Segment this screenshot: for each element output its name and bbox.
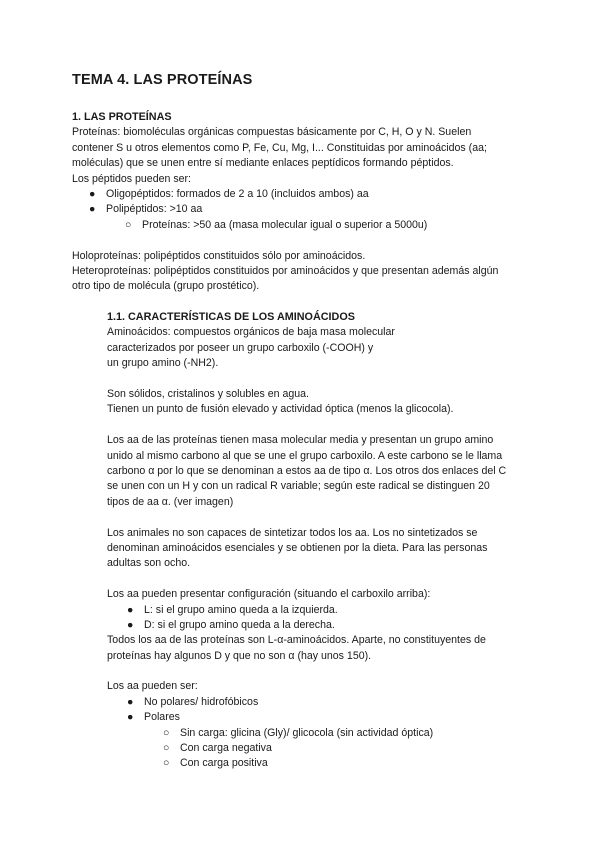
paragraph-line: contener S u otros elementos como P, Fe, Cu, Mg, I... Constituidas por aminoácidos (aa; <box>72 141 487 154</box>
spacer <box>72 233 542 248</box>
hollow-bullet-icon: ○ <box>163 742 170 755</box>
spacer <box>107 664 542 679</box>
spacer <box>72 295 542 310</box>
list-item-text: Oligopéptidos: formados de 2 a 10 (incluidos ambos) aa <box>106 187 369 200</box>
list-item-carga-positiva <box>72 756 542 771</box>
bullet-icon: ● <box>127 618 134 631</box>
list-item-text: L: si el grupo amino queda a la izquierda. <box>144 603 338 616</box>
paragraph-line: carbono α por lo que se denominan a estos aa de tipo α. Los otros dos enlaces del C <box>107 464 507 477</box>
bullet-icon: ● <box>127 695 134 708</box>
paragraph-line: Los aa de las proteínas tienen masa molecular media y presentan un grupo amino <box>107 434 494 447</box>
section-caracteristicas-cont <box>72 633 542 695</box>
bullet-icon: ● <box>89 187 96 200</box>
paragraph-line: se unen con un H y con un radical R variable; según este radical se distinguen 20 <box>107 480 490 493</box>
list-item-polipeptidos <box>72 202 542 217</box>
hollow-bullet-icon: ○ <box>163 757 170 770</box>
list-item-text: Polares <box>144 711 180 724</box>
list-item-config-l <box>72 603 542 618</box>
list-item-text: Con carga positiva <box>180 757 268 770</box>
paragraph-line: Todos los aa de las proteínas son L-α-aminoácidos. Aparte, no constituyentes de <box>107 634 486 647</box>
hollow-bullet-icon: ○ <box>163 726 170 739</box>
list-item-text: Proteínas: >50 aa (masa molecular igual o superior a 5000u) <box>142 218 428 231</box>
list-item-text: Polipéptidos: >10 aa <box>106 203 203 216</box>
bullet-icon: ● <box>127 603 134 616</box>
spacer <box>107 418 542 433</box>
list-item-text: Con carga negativa <box>180 742 272 755</box>
section-heading-caracteristicas: 1.1. CARACTERÍSTICAS DE LOS AMINOÁCIDOS <box>107 311 355 324</box>
paragraph-line: otro tipo de molécula (grupo prostético). <box>72 280 260 293</box>
spacer <box>107 510 542 525</box>
paragraph-line: Holoproteínas: polipéptidos constituidos sólo por aminoácidos. <box>72 249 366 262</box>
paragraph-line: Aminoácidos: compuestos orgánicos de baja masa molecular <box>107 326 395 339</box>
list-item-oligopeptidos <box>72 187 542 202</box>
list-item-no-polares <box>72 695 542 710</box>
paragraph-line: Proteínas: biomoléculas orgánicas compuestas básicamente por C, H, O y N. Suelen <box>72 126 472 139</box>
spacer <box>107 372 542 387</box>
paragraph-line: tipos de aa α. (ver imagen) <box>107 495 234 508</box>
document-title: TEMA 4. LAS PROTEÍNAS <box>72 72 253 88</box>
paragraph-line: Los animales no son capaces de sintetizar todos los aa. Los no sintetizados se <box>107 526 478 539</box>
list-item-sin-carga <box>72 726 542 741</box>
paragraph-line: Los aa pueden ser: <box>107 680 198 693</box>
paragraph-line: unido al mismo carbono al que se une el grupo carboxilo. A este carbono se le llama <box>107 449 503 462</box>
spacer <box>107 572 542 587</box>
list-item-carga-negativa <box>72 741 542 756</box>
paragraph-line: Son sólidos, cristalinos y solubles en agua. <box>107 388 309 401</box>
paragraph-line: Los aa pueden presentar configuración (situando el carboxilo arriba): <box>107 588 431 601</box>
document-body <box>72 110 542 772</box>
paragraph-line: Tienen un punto de fusión elevado y actividad óptica (menos la glicocola). <box>107 403 454 416</box>
paragraph-line: moléculas) que se unen entre sí mediante enlaces peptídicos formando péptidos. <box>72 157 454 170</box>
paragraph-line: Heteroproteínas: polipéptidos constituidos por aminoácidos y que presentan además algún <box>72 264 499 277</box>
bullet-icon: ● <box>127 711 134 724</box>
paragraph-line: un grupo amino (-NH2). <box>107 357 219 370</box>
paragraph-line: Los péptidos pueden ser: <box>72 172 191 185</box>
paragraph-line: adultas son ocho. <box>107 557 191 570</box>
list-item-proteinas <box>72 218 542 233</box>
list-item-text: D: si el grupo amino queda a la derecha. <box>144 618 335 631</box>
section-caracteristicas <box>72 310 542 602</box>
paragraph-line: denominan aminoácidos esenciales y se obtienen por la dieta. Para las personas <box>107 541 488 554</box>
list-item-text: No polares/ hidrofóbicos <box>144 695 259 708</box>
list-item-polares <box>72 710 542 725</box>
list-item-text: Sin carga: glicina (Gly)/ glicocola (sin actividad óptica) <box>180 726 434 739</box>
hollow-bullet-icon: ○ <box>125 218 132 231</box>
paragraph-line: caracterizados por poseer un grupo carboxilo (-COOH) y <box>107 341 374 354</box>
paragraph-line: proteínas hay algunos D y que no son α (hay unos 150). <box>107 649 372 662</box>
bullet-icon: ● <box>89 203 96 216</box>
section-heading-proteinas: 1. LAS PROTEÍNAS <box>72 111 172 123</box>
list-item-config-d <box>72 618 542 633</box>
